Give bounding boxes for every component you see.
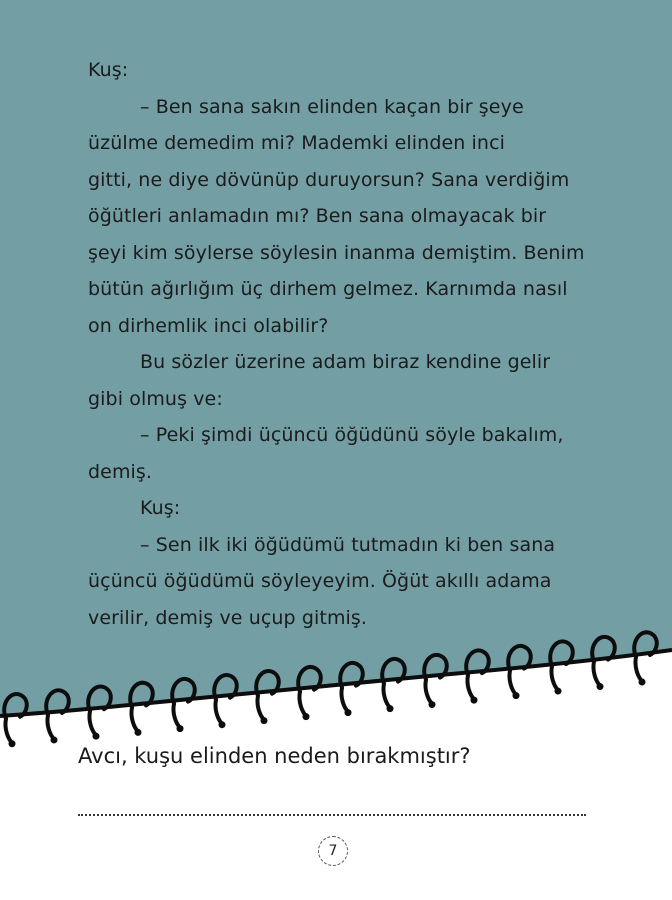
spiral-ring-end [471,697,478,704]
spiral-ring-end [345,709,352,716]
spiral-ring-end [93,733,100,740]
story-line: on dirhemlik inci olabilir? [88,314,329,337]
story-line: gitti, ne diye dövünüp duruyorsun? Sana verdiğim [88,168,570,191]
spiral-ring-end [597,683,604,690]
spiral-ring-end [219,721,226,728]
story-line: Bu sözler üzerine adam biraz kendine gelir [140,351,551,373]
spiral-ring-end [9,740,16,747]
spiral-ring-end [51,736,58,743]
story-line: üzülme demedim mi? Mademki elinden inci [88,132,506,154]
spiral-ring-end [135,729,142,736]
story-line: – Peki şimdi üçüncü öğüdünü söyle bakalım, [140,424,564,446]
story-line: gibi olmuş ve: [88,387,223,410]
spiral-ring-end [261,717,268,724]
story-line: öğütleri anlamadın mı? Ben sana olmayacak bir [88,205,547,227]
spiral-ring-end [303,713,310,720]
story-line: üçüncü öğüdümü söyleyeyim. Öğüt akıllı adama [88,570,552,592]
spiral-ring-end [513,692,520,699]
story-line: demiş. [88,460,153,483]
spiral-ring-end [387,705,394,712]
question-text: Avcı, kuşu elinden neden bırakmıştır? [78,744,471,768]
story-text [88,52,628,636]
answer-dotted-line[interactable] [78,814,586,816]
page-number: 7 [318,836,348,866]
story-line: Kuş: [140,497,181,519]
story-line: – Sen ilk iki öğüdümü tutmadın ki ben sana [140,533,556,556]
story-line: şeyi kim söylerse söylesin inanma demiştim. Benim [88,241,585,264]
spiral-ring-end [639,679,646,686]
story-line: – Ben sana sakın elinden kaçan bir şeye [140,95,524,118]
story-line: verilir, demiş ve uçup gitmiş. [88,606,368,629]
spiral-ring-end [177,725,184,732]
story-line: Kuş: [88,59,129,81]
story-line: bütün ağırlığım üç dirhem gelmez. Karnımda nasıl [88,278,568,300]
spiral-ring-end [429,701,436,708]
spiral-ring-end [555,688,562,695]
